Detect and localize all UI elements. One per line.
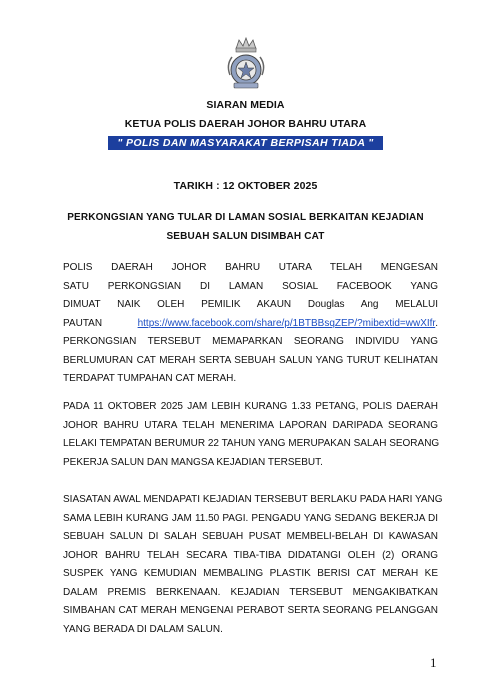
paragraph-3-line: SAMA LEBIH KURANG JAM 11.50 PAGI. PENGADU YANG SEDANG BEKERJA DI [63,512,438,524]
paragraph-1 [63,259,438,389]
paragraph-1-line [63,296,438,315]
paragraph-2 [63,398,438,472]
paragraph-1-line: BERLUMURAN CAT MERAH SERTA SEBUAH SALUN YANG TURUT KELIHATAN [63,354,438,366]
paragraph-3-line: DALAM PREMIS BERKENAAN. KEJADIAN TERSEBUT MENGAKIBATKAN [63,586,438,598]
paragraph-2-line: LELAKI TEMPATAN BERUMUR 22 TAHUN YANG MERUPAKAN SALAH SEORANG [63,438,440,449]
paragraph-2-line: PEKERJA SALUN DAN MANGSA KEJADIAN TERSEBUT. [63,456,323,468]
motto-banner: " POLIS DAN MASYARAKAT BERPISAH TIADA " [108,136,383,150]
account-name: Douglas Ang [307,299,379,310]
paragraph-3-line: SUSPEK YANG KEMUDIAN MEMBALING PLASTIK BERISI CAT MERAH KE [63,568,438,579]
paragraph-3-line: JOHOR BAHRU TELAH SECARA TIBA-TIBA DIDATANGI OLEH (2) ORANG [63,549,438,561]
subject-line-2: SEBUAH SALUN DISIMBAH CAT [166,231,325,242]
subject-line-1: PERKONGSIAN YANG TULAR DI LAMAN SOSIAL BERKAITAN KEJADIAN [67,212,424,223]
paragraph-3-line: SIMBAHAN CAT MERAH MENGENAI PERABOT SERTA SEORANG PELANGGAN [63,605,438,616]
document-title: SIARAN MEDIA [206,99,285,111]
paragraph-2-line: JOHOR BAHRU UTARA TELAH MENERIMA LAPORAN DARIPADA SEORANG [63,419,438,431]
paragraph-1-text: MELALUI [395,299,438,310]
paragraph-1-text: PAUTAN [63,317,103,329]
paragraph-3 [63,491,443,639]
paragraph-1-line: TERDAPAT TUMPAHAN CAT MERAH. [63,373,237,384]
paragraph-1-line: PERKONGSIAN TERSEBUT MEMAPARKAN SEORANG INDIVIDU YANG [63,336,438,347]
paragraph-1-text: DIMUAT NAIK OLEH PEMILIK AKAUN [63,299,292,310]
paragraph-2-line: PADA 11 OKTOBER 2025 JAM LEBIH KURANG 1.33 PETANG, POLIS DAERAH [63,401,438,412]
paragraph-1-text: . [435,317,438,329]
paragraph-1-line: SATU PERKONGSIAN DI LAMAN SOSIAL FACEBOOK YANG [63,280,438,292]
paragraph-3-line: SIASATAN AWAL MENDAPATI KEJADIAN TERSEBUT BERLAKU PADA HARI YANG [63,494,443,505]
paragraph-3-line: SEBUAH SALUN DI SALAH SEBUAH PUSAT MEMBELI-BELAH DI KAWASAN [63,531,438,542]
police-crest-icon [218,35,274,91]
paragraph-1-line: POLIS DAERAH JOHOR BAHRU UTARA TELAH MENGESAN [63,262,438,273]
paragraph-3-line: YANG BERADA DI DALAM SALUN. [63,623,223,635]
page-number: 1 [430,655,437,670]
facebook-link[interactable]: https://www.facebook.com/share/p/1BTBBsqZEP/?mibextid=wwXIfr [137,317,436,329]
issuing-office: KETUA POLIS DAERAH JOHOR BAHRU UTARA [124,118,367,130]
paragraph-1-line [63,315,438,334]
release-date: TARIKH : 12 OKTOBER 2025 [173,180,318,192]
